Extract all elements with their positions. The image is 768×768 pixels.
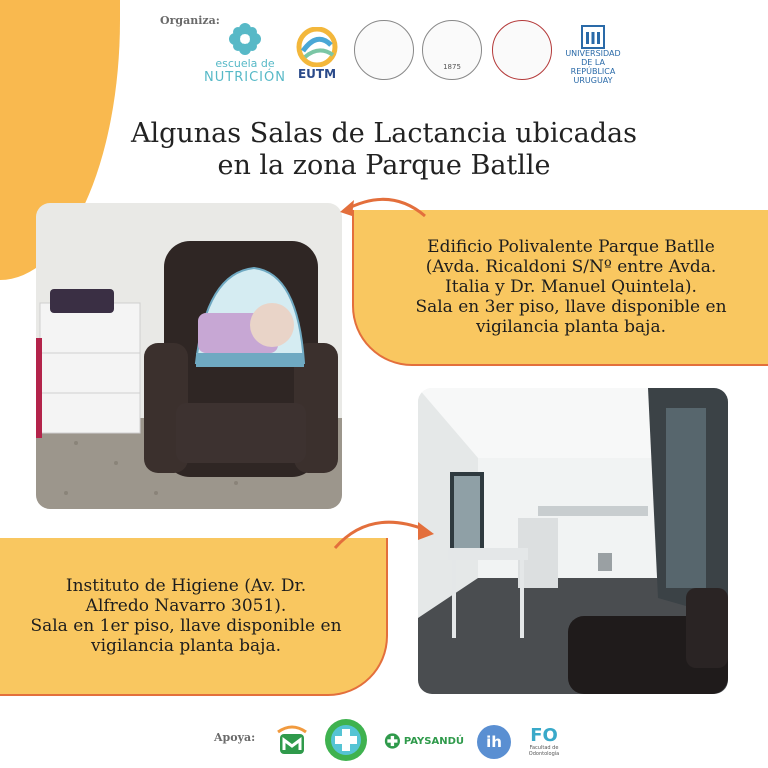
arrow-to-photo-1-icon: [330, 186, 430, 226]
fo-logo-text: Facultad de Odontología: [528, 745, 560, 757]
nutricion-logo-bottom: NUTRICIÓN: [204, 70, 286, 85]
sala-2-line-4: vigilancia planta baja.: [91, 636, 281, 656]
sala-2-info-bubble: [0, 538, 388, 696]
udelar-logo: [560, 20, 626, 90]
seal-year: 1875: [443, 63, 461, 71]
udelar-building-icon: [580, 24, 606, 50]
ih-logo-text: ih: [486, 733, 502, 751]
sala-1-line-1: Edificio Polivalente Parque Batlle: [427, 237, 715, 257]
arrow-to-photo-2-icon: [330, 506, 440, 556]
facultad-medicina-1875-logo: [420, 18, 484, 82]
paysandu-cross-icon: [384, 731, 401, 751]
sala-1-line-3: Italia y Dr. Manuel Quintela).: [445, 277, 697, 297]
facultad-enfermeria-seal-icon: [492, 20, 552, 80]
sala-2-line-1: Instituto de Higiene (Av. Dr.: [65, 576, 307, 596]
eutm-logo: [292, 22, 342, 86]
apoya-label: Apoya:: [214, 731, 256, 744]
facultad-medicina-1875-seal-icon: [422, 20, 482, 80]
organiza-label: Organiza:: [160, 14, 220, 27]
eutm-swirl-icon: [295, 27, 339, 67]
nutricion-logo-top: escuela de: [215, 57, 275, 70]
fo-logo-mark: FO: [530, 725, 558, 746]
sala-1-line-4: Sala en 3er piso, llave disponible en: [415, 297, 727, 317]
nutricion-flower-icon: [227, 21, 263, 57]
title-line-2: en la zona Parque Batlle: [217, 150, 551, 181]
m-green-icon: [272, 720, 312, 760]
sala-1-info-bubble: [352, 210, 768, 366]
title-line-1: Algunas Salas de Lactancia ubicadas: [130, 118, 638, 149]
facultad-medicina-logo: [352, 18, 416, 82]
eutm-logo-text: EUTM: [297, 67, 337, 81]
m-green-logo: [270, 718, 314, 762]
nursing-room-sink-photo: [418, 388, 728, 694]
ih-circle-icon: [477, 725, 511, 759]
sala-1-line-2: (Avda. Ricaldoni S/Nº entre Avda.: [425, 257, 717, 277]
green-cross-circle-icon: [323, 717, 369, 763]
sala-2-line-2: Alfredo Navarro 3051).: [85, 596, 287, 616]
nutricion-logo: [204, 20, 286, 86]
udelar-logo-text: UNIVERSIDAD DE LA REPÚBLICA URUGUAY: [565, 49, 621, 85]
nursing-room-armchair-photo: [36, 203, 342, 509]
sala-1-line-5: vigilancia planta baja.: [476, 317, 666, 337]
facultad-enfermeria-logo: [490, 18, 554, 82]
paysandu-logo: [384, 728, 464, 754]
paysandu-logo-text: PAYSANDÚ: [403, 735, 464, 747]
green-cross-circle-logo: [322, 716, 370, 764]
facultad-odontologia-logo: [524, 716, 564, 766]
sala-2-line-3: Sala en 1er piso, llave disponible en: [30, 616, 342, 636]
ih-logo: [474, 722, 514, 762]
facultad-medicina-seal-icon: [354, 20, 414, 80]
page-title: [0, 118, 768, 182]
